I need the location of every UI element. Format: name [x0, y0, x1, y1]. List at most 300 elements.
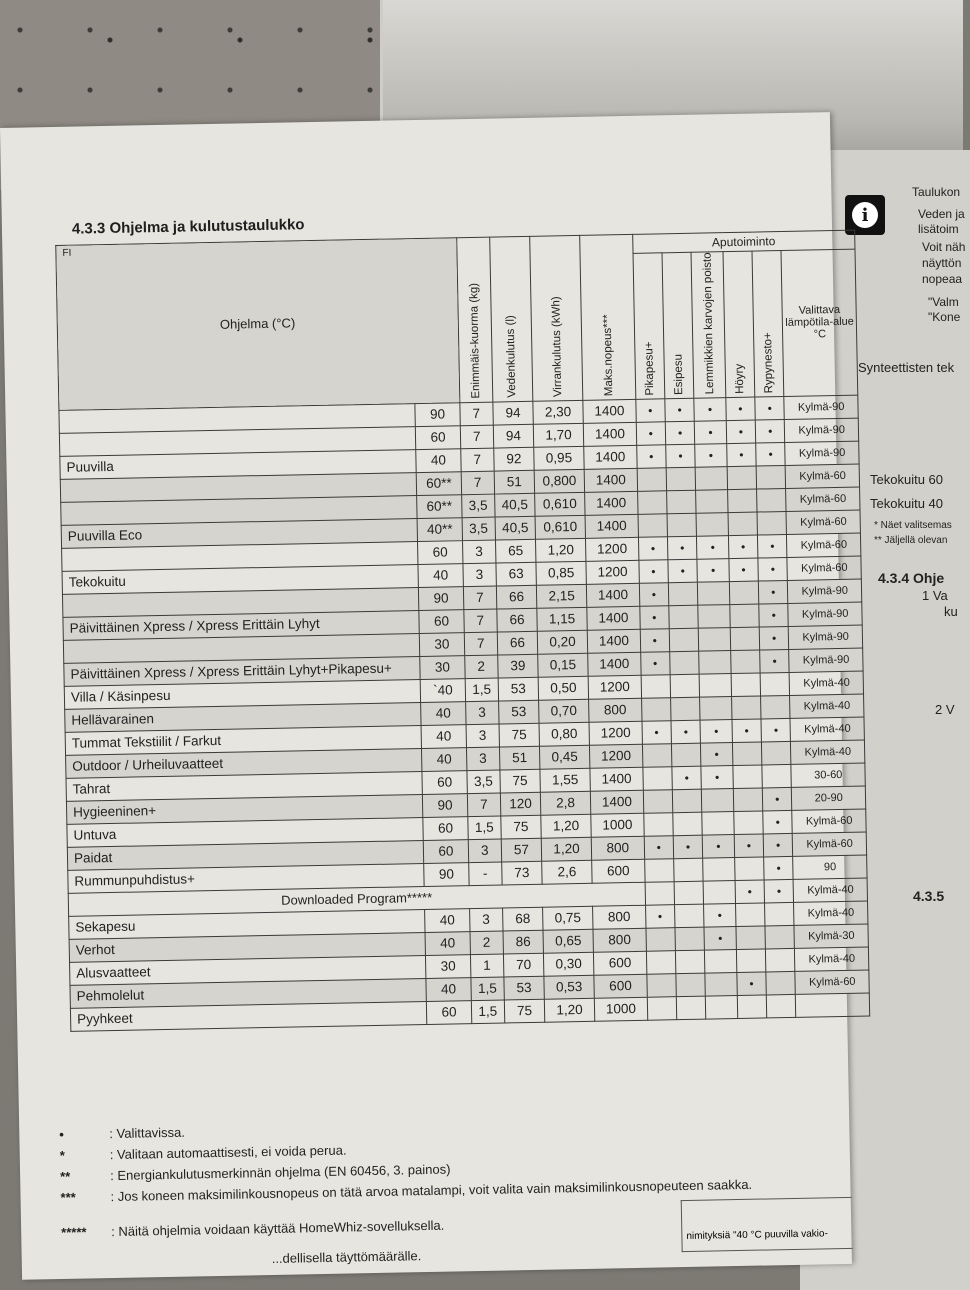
option-dot: [695, 467, 727, 491]
option-dot: [673, 812, 703, 836]
water-consumption: 70: [504, 953, 544, 977]
max-load: 2: [470, 931, 504, 955]
energy-consumption: 1,20: [541, 837, 592, 861]
option-dot: [756, 465, 786, 489]
max-speed: 1400: [585, 514, 638, 538]
option-dot: •: [759, 626, 789, 650]
option-dot: [730, 604, 760, 628]
temperature: 40**: [418, 518, 462, 542]
temp-range: Kylmä-90: [788, 602, 862, 626]
option-dot: [666, 467, 696, 491]
program-name: Pehmolelut: [70, 978, 427, 1008]
header-speed: Maks.nopeus***: [580, 234, 636, 400]
option-dot: [674, 881, 704, 905]
option-dot: •: [635, 399, 665, 423]
temp-range: Kylmä-40: [790, 671, 864, 695]
option-dot: •: [726, 420, 756, 444]
option-dot: •: [704, 903, 736, 927]
footnote-mark: *****: [61, 1224, 87, 1241]
max-load: -: [468, 862, 502, 886]
option-dot: •: [759, 603, 789, 627]
temperature: 30: [420, 633, 464, 657]
max-load: 3: [468, 839, 502, 863]
max-speed: 1200: [586, 560, 639, 584]
max-load: 1,5: [467, 816, 501, 840]
temperature: 40: [422, 748, 466, 772]
option-dot: •: [638, 537, 668, 561]
footnote-mark: *: [59, 1147, 65, 1164]
left-page: [0, 112, 856, 1280]
temperature: 60: [422, 771, 466, 795]
program-name: Verhot: [69, 932, 426, 962]
option-dot: •: [671, 720, 701, 744]
temp-range: Kylmä-40: [794, 901, 868, 925]
energy-consumption: 0,50: [538, 676, 589, 700]
option-dot: [674, 858, 704, 882]
option-dot: [760, 672, 790, 696]
energy-consumption: 0,800: [534, 469, 585, 493]
option-dot: •: [732, 719, 762, 743]
header-water: Vedenkulutus (l): [490, 236, 533, 402]
energy-consumption: 0,45: [539, 745, 590, 769]
energy-consumption: 2,8: [540, 791, 591, 815]
max-load: 3: [465, 701, 499, 725]
option-dot: •: [756, 442, 786, 466]
temp-range: Kylmä-40: [791, 740, 865, 764]
header-kg: Enimmäis-kuorma (kg): [456, 237, 493, 403]
option-dot: [727, 489, 757, 513]
max-load: 1: [470, 954, 504, 978]
water-consumption: 66: [496, 585, 536, 609]
option-dot: [643, 813, 673, 837]
max-speed: 1200: [586, 537, 639, 561]
footnote-text: : Jos koneen maksimilinkousnopeus on tätä arvoa matalampi, voit valita vain maksimilinkousnopeuteen saakka.: [110, 1176, 753, 1205]
right-page-note2: ** Jäljellä olevan: [874, 535, 948, 546]
temperature: 40: [422, 725, 466, 749]
temp-range: Kylmä-90: [784, 395, 858, 419]
temp-range: Kylmä-90: [788, 579, 862, 603]
max-speed: 1200: [588, 675, 641, 699]
program-name: Tummat Tekstiilit / Farkut: [65, 725, 422, 755]
max-speed: 1400: [591, 790, 644, 814]
option-dot: [671, 697, 701, 721]
right-page-line: lisätoim: [918, 222, 959, 236]
temperature: 90: [424, 863, 468, 887]
option-dot: [643, 767, 673, 791]
option-dot: •: [762, 787, 792, 811]
option-dot: •: [636, 422, 666, 446]
program-name: Päivittäinen Xpress / Xpress Erittäin Lyhyt: [63, 610, 420, 640]
option-dot: [667, 513, 697, 537]
max-load: 3,5: [466, 770, 500, 794]
max-load: 7: [463, 586, 497, 610]
max-speed: 1400: [587, 583, 640, 607]
option-dot: •: [755, 419, 785, 443]
water-consumption: 39: [498, 654, 538, 678]
temperature: 40: [421, 702, 465, 726]
option-dot: [669, 605, 699, 629]
option-dot: [765, 925, 795, 949]
option-dot: [705, 949, 737, 973]
water-consumption: 51: [494, 470, 534, 494]
max-speed: 800: [593, 928, 646, 952]
water-consumption: 66: [497, 608, 537, 632]
option-dot: •: [758, 580, 788, 604]
right-page-item2: 2 V: [935, 702, 955, 717]
temp-range: Kylmä-30: [794, 924, 868, 948]
option-dot: [669, 628, 699, 652]
option-dot: •: [639, 560, 669, 584]
energy-consumption: 1,20: [541, 814, 592, 838]
option-dot: [637, 468, 667, 492]
max-load: 7: [460, 425, 494, 449]
max-load: 3: [462, 540, 496, 564]
temperature: `40: [421, 679, 465, 703]
footnote-text: : Valitaan automaattisesti, ei voida perua.: [109, 1142, 347, 1163]
max-load: 3: [462, 563, 496, 587]
option-dot: [730, 650, 760, 674]
option-dot: •: [726, 397, 756, 421]
option-dot: [766, 994, 796, 1018]
temperature: 40: [426, 978, 470, 1002]
water-consumption: 120: [500, 792, 540, 816]
max-speed: 600: [594, 951, 647, 975]
max-speed: 1400: [583, 399, 636, 423]
max-speed: 800: [591, 836, 644, 860]
option-dot: •: [764, 856, 794, 880]
max-load: 3,5: [462, 517, 496, 541]
option-dot: [730, 627, 760, 651]
max-load: 1,5: [470, 977, 504, 1001]
header-aputoiminto: Aputoiminto: [632, 230, 855, 253]
option-dot: •: [673, 835, 703, 859]
option-dot: •: [644, 836, 674, 860]
option-dot: [734, 857, 764, 881]
bottom-fragment: ...dellisella täyttömäärälle.: [271, 1248, 422, 1266]
program-name: Hellävarainen: [65, 702, 422, 732]
option-dot: [702, 811, 734, 835]
option-dot: •: [763, 833, 793, 857]
right-page-line: "Valm: [928, 295, 959, 309]
option-dot: •: [642, 721, 672, 745]
max-load: 3: [469, 908, 503, 932]
water-consumption: 65: [496, 539, 536, 563]
option-dot: [646, 951, 676, 975]
temp-range: Kylmä-40: [790, 717, 864, 741]
temp-range: Kylmä-60: [793, 832, 867, 856]
footnote-mark: **: [59, 1168, 71, 1185]
option-dot: •: [636, 445, 666, 469]
option-dot: •: [737, 972, 767, 996]
option-dot: [696, 513, 728, 537]
temp-range: Kylmä-90: [789, 648, 863, 672]
option-dot: •: [666, 444, 696, 468]
option-dot: •: [758, 534, 788, 558]
option-dot: [671, 743, 701, 767]
option-dot: [638, 514, 668, 538]
temperature: 60**: [417, 472, 461, 496]
energy-consumption: 0,53: [544, 975, 595, 999]
temp-range: 20-90: [792, 786, 866, 810]
option-dot: [757, 511, 787, 535]
option-dot: [706, 995, 738, 1019]
temperature: 60: [419, 610, 463, 634]
option-dot: [705, 972, 737, 996]
option-dot: •: [761, 718, 791, 742]
max-load: 7: [461, 471, 495, 495]
program-name: Tahrat: [66, 771, 423, 801]
option-dot: •: [668, 559, 698, 583]
right-page-synteettisten: Synteettisten tek: [858, 360, 955, 375]
option-dot: •: [729, 558, 759, 582]
option-dot: •: [639, 583, 669, 607]
temp-range: Kylmä-60: [795, 970, 869, 994]
temperature: 60**: [417, 495, 461, 519]
temperature: 40: [425, 932, 469, 956]
option-dot: •: [728, 535, 758, 559]
energy-consumption: 0,610: [535, 492, 586, 516]
option-dot: •: [695, 421, 727, 445]
program-table: [55, 230, 870, 1032]
temp-range: 90: [793, 855, 867, 879]
option-dot: •: [640, 652, 670, 676]
energy-consumption: 1,70: [533, 423, 584, 447]
option-dot: [765, 902, 795, 926]
max-load: 7: [460, 448, 494, 472]
water-consumption: 63: [496, 562, 536, 586]
fi-label: FI: [62, 247, 72, 259]
right-page-section435: 4.3.5: [913, 888, 945, 904]
header-esipesu: Esipesu: [662, 252, 694, 398]
temp-range: Kylmä-60: [786, 510, 860, 534]
energy-consumption: 0,80: [539, 722, 590, 746]
program-name: Untuva: [67, 817, 424, 847]
max-speed: 1000: [591, 813, 644, 837]
option-dot: •: [665, 421, 695, 445]
option-dot: [766, 971, 796, 995]
option-dot: •: [697, 536, 729, 560]
header-pikapesu: Pikapesu+: [633, 253, 665, 399]
program-name: Sekapesu: [69, 909, 426, 939]
right-page-line: näyttön: [922, 256, 962, 270]
temperature: 60: [418, 541, 462, 565]
water-consumption: 75: [499, 723, 539, 747]
water-consumption: 94: [493, 401, 533, 425]
max-load: 2: [464, 655, 498, 679]
right-page-line: "Kone: [928, 310, 961, 324]
option-dot: •: [701, 765, 733, 789]
option-dot: [637, 491, 667, 515]
option-dot: [698, 604, 730, 628]
option-dot: [736, 926, 766, 950]
option-dot: [676, 996, 706, 1020]
option-dot: [675, 904, 705, 928]
option-dot: [675, 927, 705, 951]
temperature: 30: [426, 955, 470, 979]
option-dot: [735, 903, 765, 927]
option-dot: [670, 651, 700, 675]
max-load: 3: [466, 747, 500, 771]
option-dot: •: [665, 398, 695, 422]
max-load: 1,5: [471, 1000, 505, 1024]
water-consumption: 75: [500, 769, 540, 793]
energy-consumption: 2,15: [536, 584, 587, 608]
header-hoyry: Höyry: [723, 251, 755, 397]
temp-range: Kylmä-90: [785, 441, 859, 465]
option-dot: •: [697, 558, 729, 582]
option-dot: [641, 698, 671, 722]
water-consumption: 57: [501, 838, 541, 862]
right-page-note1: * Näet valitsemas: [874, 520, 952, 531]
header-temp-range: Valittava lämpötila-alue °C: [781, 249, 857, 396]
footnote-text: : Valittavissa.: [109, 1124, 186, 1142]
footnote-text: : Energiankulutusmerkinnän ohjelma (EN 60456, 3. painos): [109, 1161, 451, 1184]
temperature: 30: [420, 656, 464, 680]
option-dot: [699, 627, 731, 651]
temperature: 40: [416, 449, 460, 473]
temp-range: Kylmä-60: [792, 809, 866, 833]
option-dot: [761, 695, 791, 719]
max-speed: 1200: [589, 721, 642, 745]
temp-range: Kylmä-40: [795, 947, 869, 971]
option-dot: •: [703, 834, 735, 858]
right-page-section434: 4.3.4 Ohje: [878, 570, 945, 586]
program-name: Hygieeninen+: [66, 794, 423, 824]
program-rows: [59, 395, 870, 1031]
water-consumption: 73: [502, 861, 542, 885]
temperature: 90: [423, 794, 467, 818]
temp-range: Kylmä-60: [787, 556, 861, 580]
option-dot: [703, 857, 735, 881]
option-dot: •: [639, 606, 669, 630]
energy-consumption: 1,15: [537, 607, 588, 631]
temperature: 40: [418, 564, 462, 588]
energy-consumption: 0,70: [538, 699, 589, 723]
max-speed: 1400: [584, 445, 637, 469]
bottom-note-box: nimityksiä "40 °C puuvilla vakio-: [681, 1197, 853, 1252]
water-consumption: 40,5: [495, 516, 535, 540]
footnote-text: : Näitä ohjelmia voidaan käyttää HomeWhiz-sovelluksella.: [111, 1217, 445, 1240]
option-dot: [641, 675, 671, 699]
water-consumption: 75: [504, 999, 544, 1023]
temperature: 90: [419, 587, 463, 611]
downloaded-label: Downloaded Program*****: [68, 882, 645, 916]
max-speed: 1400: [584, 468, 637, 492]
program-name: Alusvaatteet: [70, 955, 427, 985]
option-dot: [757, 488, 787, 512]
energy-consumption: 0,85: [536, 561, 587, 585]
option-dot: [644, 859, 674, 883]
max-speed: 800: [589, 698, 642, 722]
program-name: Paidat: [67, 840, 424, 870]
option-dot: [646, 974, 676, 998]
energy-consumption: 2,6: [542, 860, 593, 884]
max-speed: 1400: [583, 422, 636, 446]
max-speed: 1400: [588, 652, 641, 676]
max-speed: 1400: [587, 629, 640, 653]
energy-consumption: 1,55: [540, 768, 591, 792]
header-energy: Virrankulutus (kWh): [530, 235, 583, 401]
water-consumption: 53: [504, 976, 544, 1000]
option-dot: [696, 490, 728, 514]
program-name: Puuvilla Eco: [61, 518, 418, 548]
option-dot: •: [667, 536, 697, 560]
temp-range: Kylmä-40: [790, 694, 864, 718]
option-dot: [645, 882, 675, 906]
program-header: [56, 238, 460, 411]
option-dot: [733, 765, 763, 789]
option-dot: •: [758, 557, 788, 581]
temp-range: Kylmä-60: [786, 464, 860, 488]
energy-consumption: 0,15: [538, 653, 589, 677]
program-name: Rummunpuhdistus+: [68, 863, 425, 893]
option-dot: [642, 744, 672, 768]
option-dot: •: [704, 926, 736, 950]
option-dot: [732, 742, 762, 766]
option-dot: [676, 973, 706, 997]
energy-consumption: 0,20: [537, 630, 588, 654]
max-load: 7: [459, 402, 493, 426]
water-consumption: 75: [501, 815, 541, 839]
temp-range: Kylmä-90: [789, 625, 863, 649]
right-page-line: Veden ja: [918, 207, 965, 221]
option-dot: •: [695, 444, 727, 468]
max-speed: 1400: [585, 491, 638, 515]
option-dot: [731, 673, 761, 697]
section-title: 4.3.3 Ohjelma ja kulutustaulukko: [71, 216, 305, 238]
option-dot: [672, 789, 702, 813]
temperature: 60: [427, 1001, 471, 1025]
energy-consumption: 0,95: [534, 446, 585, 470]
option-dot: [727, 466, 757, 490]
temperature: 60: [423, 817, 467, 841]
max-load: 3,5: [461, 494, 495, 518]
water-consumption: 51: [500, 746, 540, 770]
max-load: 7: [464, 632, 498, 656]
program-name: Villa / Käsinpesu: [64, 679, 421, 709]
option-dot: [675, 950, 705, 974]
temp-range: Kylmä-90: [785, 418, 859, 442]
program-label: Ohjelma (°C): [219, 315, 296, 333]
option-dot: •: [694, 398, 726, 422]
right-page-tekokuitu60: Tekokuitu 60: [870, 472, 943, 487]
option-dot: •: [735, 880, 765, 904]
energy-consumption: 0,30: [543, 952, 594, 976]
option-dot: [703, 880, 735, 904]
option-dot: [729, 581, 759, 605]
option-dot: •: [640, 629, 670, 653]
option-dot: •: [700, 719, 732, 743]
temperature: 90: [415, 403, 459, 427]
temperature: 40: [425, 909, 469, 933]
option-dot: [733, 788, 763, 812]
info-icon: i: [845, 195, 885, 235]
max-speed: 1200: [590, 744, 643, 768]
option-dot: [734, 811, 764, 835]
header-lemmikki: Lemmikkien karvojen poisto: [691, 252, 725, 398]
energy-consumption: 1,20: [535, 538, 586, 562]
temperature: 60: [416, 426, 460, 450]
water-consumption: 66: [497, 631, 537, 655]
option-dot: [762, 764, 792, 788]
max-load: 7: [467, 793, 501, 817]
option-dot: [702, 788, 734, 812]
max-speed: 800: [593, 905, 646, 929]
max-speed: 1400: [587, 606, 640, 630]
water-consumption: 92: [494, 447, 534, 471]
max-speed: 600: [592, 859, 645, 883]
footnote-mark: •: [59, 1126, 65, 1143]
